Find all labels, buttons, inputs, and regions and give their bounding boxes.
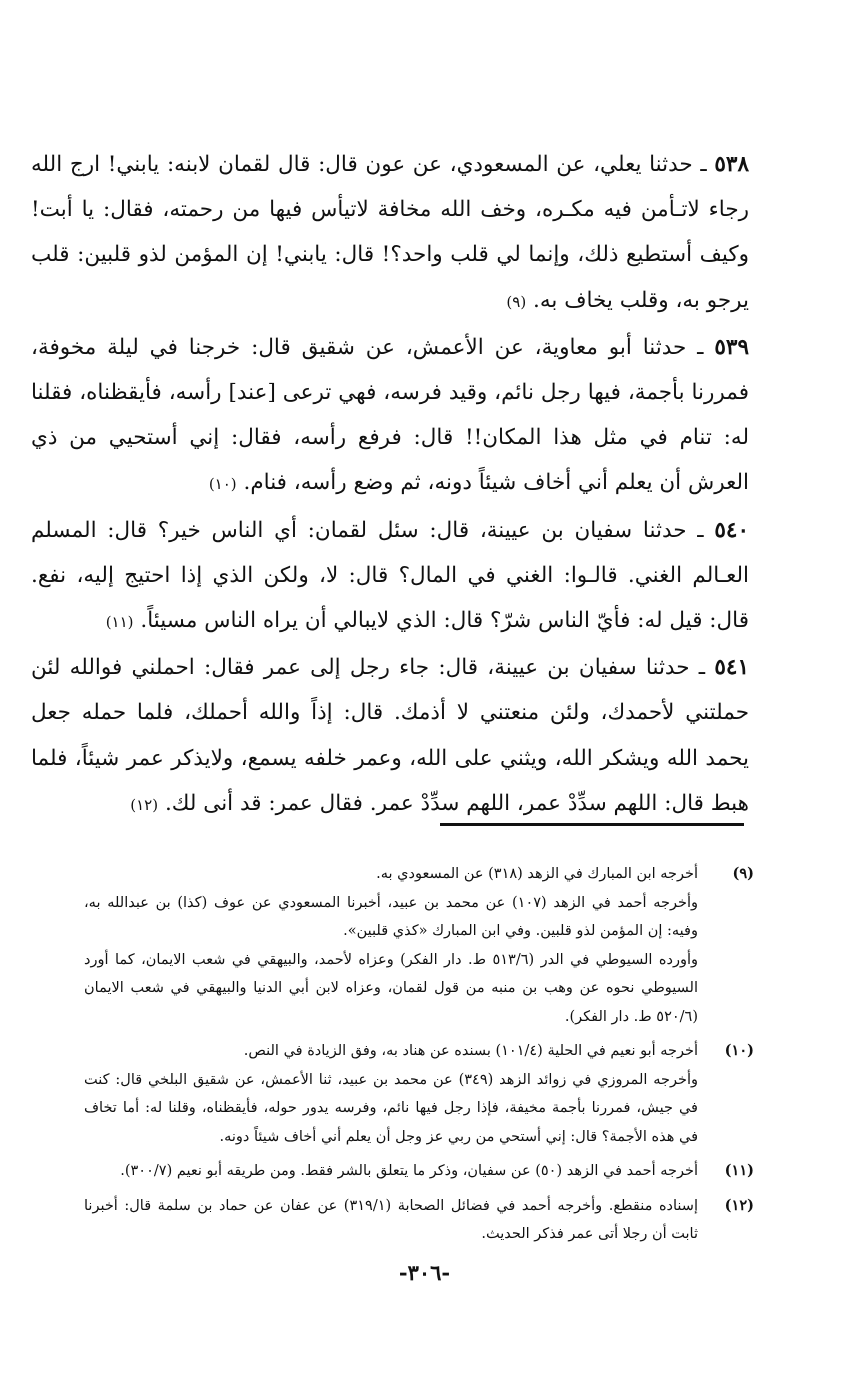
footnote-10 xyxy=(84,1037,754,1151)
paragraph-number: ٥٤١ xyxy=(714,655,749,681)
footnote-number: (١٢) xyxy=(724,1196,754,1214)
footnote-11 xyxy=(84,1157,754,1186)
hadith-paragraph-540 xyxy=(31,508,749,646)
footnote-12 xyxy=(84,1192,754,1249)
footnote-line: وأخرجه المروزي في زوائد الزهد (٣٤٩) عن محمد بن عبيد، ثنا الأعمش، عن شقيق البلخي قال: كنت في جيش، فمررنا بأجمة مخيفة، فإذا رجل فيها نائم، وفرسه يدور حوله، فأيقظناه، وقلنا له: أما تخاف في هذه الأجمة؟ قال: إني أستحي من ربي عز وجل أن يعلم أني أخاف شيئاً دونه. xyxy=(84,1071,698,1145)
footnotes-section xyxy=(84,860,754,1255)
footnote-number: (٩) xyxy=(732,865,754,882)
paragraph-number: ٥٣٩ xyxy=(714,334,749,360)
footnote-line: وأخرجه أحمد في الزهد (١٠٧) عن محمد بن عبيد، أخبرنا المسعودي عن عوف (كذا) بن عبدالله به، وفيه: إن المؤمن لذو قلبين. وفي ابن المبارك «كذي قلبين». xyxy=(84,894,698,939)
footnote-reference: (١٢) xyxy=(130,795,159,814)
footnote-reference: (٩) xyxy=(506,292,527,311)
paragraph-text: ـ حدثنا أبو معاوية، عن الأعمش، عن شقيق قال: خرجنا في ليلة مخوفة، فمررنا بأجمة، فيها رجل نائم، وقيد فرسه، فهي ترعى [عند] رأسه، فأيقظناه، فقلنا له: تنام في مثل هذا المكان!! قال: فرفع رأسه، فقال: إني أستحيي من ذي العرش أن يعلم أني أخاف شيئاً دونه، ثم وضع رأسه، فنام. xyxy=(31,334,749,496)
paragraph-text: ـ حدثنا سفيان بن عيينة، قال: جاء رجل إلى عمر فقال: احملني فوالله لئن حملتني لأحمدك، ولئن منعتني لا أذمك. قال: إذاً والله أحملك، فلما حمله جعل يحمد الله ويشكر الله، ويثني على الله، وعمر خلفه يسمع، ولايذكر عمر شيئاً، فلما هبط قال: اللهم سدِّدْ عمر، اللهم سدِّدْ عمر. فقال عمر: قد أنى لك. xyxy=(31,655,749,816)
paragraph-text: ـ حدثنا يعلي، عن المسعودي، عن عون قال: قال لقمان لابنه: يابني! ارج الله رجاء لاتـأمن فيه مكـره، وخف الله مخافة لاتيأس فيها من رحمته، فقال: يا أبت! وكيف أستطيع ذلك، وإنما لي قلب واحد؟! قال: يابني! إن المؤمن لذو قلبين: قلب يرجو به، وقلب يخاف به. xyxy=(31,152,749,313)
paragraph-number: ٥٤٠ xyxy=(714,517,749,543)
footnote-9 xyxy=(84,860,754,1031)
footnote-separator xyxy=(440,823,744,826)
page-number: -٣٠٦- xyxy=(398,1260,451,1285)
footnote-line: إسناده منقطع. وأخرجه أحمد في فضائل الصحابة (٣١٩/١) عن عفان عن حماد بن سلمة قال: أخبرنا ثابت أن رجلا أتى عمر فذكر الحديث. xyxy=(84,1197,698,1242)
footnote-reference: (١٠) xyxy=(208,475,237,494)
hadith-paragraph-541 xyxy=(31,645,749,828)
footnote-number: (١٠) xyxy=(724,1042,754,1059)
hadith-paragraph-539 xyxy=(31,325,749,508)
paragraph-text: ـ حدثنا سفيان بن عيينة، قال: سئل لقمان: أي الناس خير؟ قال: المسلم العـالم الغني. قالـوا: الغني في المال؟ قال: لا، ولكن الذي إذا احتيج إليه، نفع. قال: قيل له: فأيّ الناس شرّ؟ قال: الذي لايبالي أن يراه الناس مسيئاً. xyxy=(31,517,749,634)
footnote-reference: (١١) xyxy=(105,613,134,632)
hadith-paragraph-538 xyxy=(31,142,749,325)
footnote-number: (١١) xyxy=(724,1162,754,1179)
footnote-line: أخرجه ابن المبارك في الزهد (٣١٨) عن المسعودي به. xyxy=(376,866,698,882)
main-text xyxy=(31,142,749,828)
footnote-line: وأورده السيوطي في الدر (٥١٣/٦ ط. دار الفكر) وعزاه لأحمد، والبيهقي في شعب الايمان، كما أورد السيوطي نحوه عن وهب بن منبه من قول لقمان، وعزاه لابن أبي الدنيا والبيهقي في شعب الايمان (٥٢٠/٦ ط. دار الفكر). xyxy=(84,951,698,1025)
paragraph-number: ٥٣٨ xyxy=(714,152,749,177)
footnote-line: أخرجه أبو نعيم في الحلية (١٠١/٤) بسنده عن هناد به، وفق الزيادة في النص. xyxy=(243,1043,698,1059)
footnote-line: أخرجه أحمد في الزهد (٥٠) عن سفيان، وذكر ما يتعلق بالشر فقط. ومن طريقه أبو نعيم (٣٠٠/٧). xyxy=(120,1163,698,1179)
